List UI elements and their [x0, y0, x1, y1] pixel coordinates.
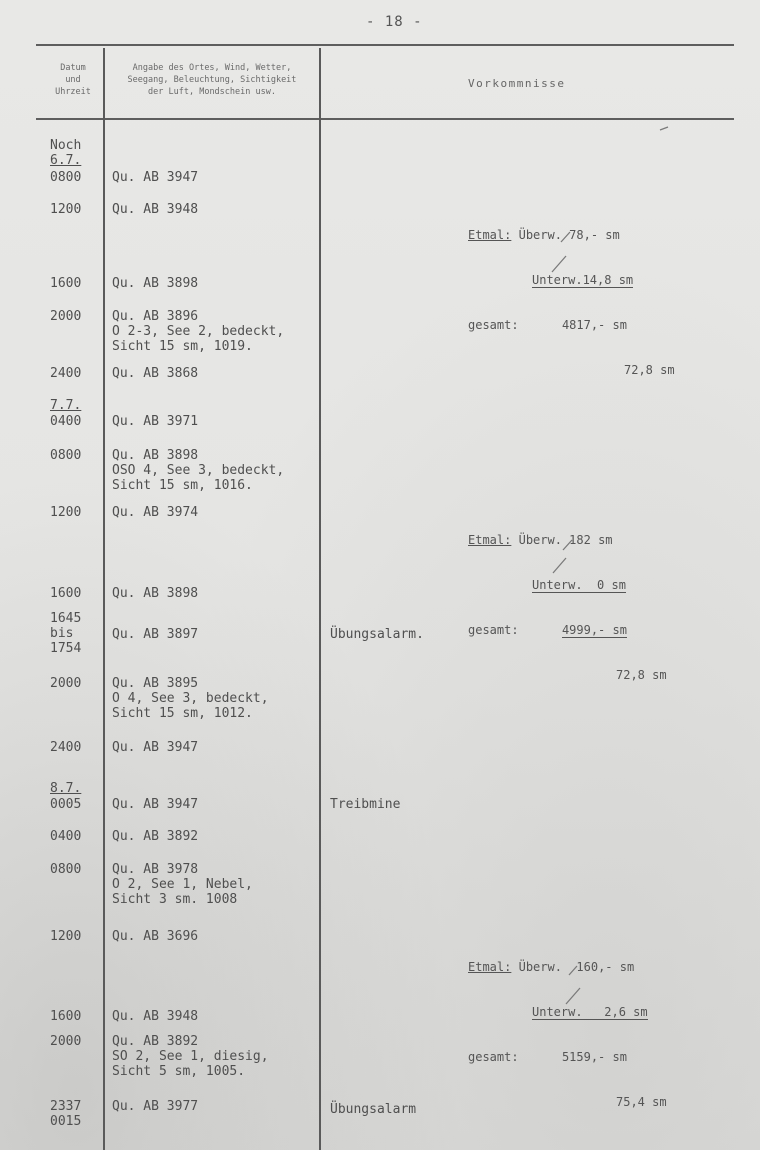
- entry-time: 0800: [50, 448, 82, 463]
- position-line: Qu. AB 3895: [112, 676, 199, 691]
- position-line: Qu. AB 3892: [112, 1034, 199, 1049]
- etmal-average: 72,8 sm: [616, 668, 667, 682]
- position-line: Qu. AB 3898: [112, 276, 199, 291]
- etmal-overwater: Überw. 182 sm: [518, 533, 613, 547]
- visibility-line: Sicht 15 sm, 1016.: [112, 478, 253, 493]
- etmal-line-4: [468, 668, 667, 683]
- entry-time: 0005: [50, 797, 82, 812]
- entry-time: 2400: [50, 740, 82, 755]
- header-date-time: [44, 62, 102, 98]
- weather-line: SO 2, See 1, diesig,: [112, 1049, 269, 1064]
- entry-remark: Übungsalarm.: [330, 627, 424, 642]
- entry-time-range: 2337 0015: [50, 1099, 82, 1129]
- etmal-line-1: [468, 533, 667, 548]
- entry-time: 2000: [50, 1034, 82, 1049]
- header-events: Vorkommnisse: [468, 77, 566, 90]
- etmal-average: 75,4 sm: [616, 1095, 667, 1109]
- position-line: Qu. AB 3977: [112, 1099, 199, 1114]
- etmal-line-3: [468, 318, 675, 333]
- entry-position: [112, 366, 198, 381]
- position-line: Qu. AB 3971: [112, 414, 199, 429]
- entry-time: 2400: [50, 366, 82, 381]
- entry-position: [112, 797, 198, 812]
- position-line: Qu. AB 3898: [112, 586, 199, 601]
- position-line: Qu. AB 3978: [112, 862, 199, 877]
- etmal-line-4: [468, 363, 675, 378]
- entry-time: 1600: [50, 1009, 82, 1024]
- entry-time: 0800: [50, 170, 82, 185]
- header-bottom-rule: [36, 118, 734, 120]
- etmal-line-2: [468, 273, 675, 288]
- entry-time: 0400: [50, 414, 82, 429]
- position-line: Qu. AB 3947: [112, 170, 199, 185]
- header-date-line-2: und: [65, 75, 81, 85]
- entry-position: [112, 309, 284, 354]
- entry-position: [112, 586, 198, 601]
- entry-remark: Übungsalarm: [330, 1102, 417, 1117]
- position-line: Qu. AB 3868: [112, 366, 199, 381]
- weather-line: O 2-3, See 2, bedeckt,: [112, 324, 285, 339]
- etmal-block: [468, 930, 667, 1140]
- entry-position: [112, 448, 284, 493]
- entry-time: 0800: [50, 862, 82, 877]
- weather-line: O 4, See 3, bedeckt,: [112, 691, 269, 706]
- etmal-total: 4817,- sm: [561, 318, 627, 332]
- etmal-label: Etmal:: [468, 228, 512, 242]
- entry-position: [112, 1099, 198, 1114]
- header-date-line-3: Uhrzeit: [55, 87, 91, 97]
- etmal-overwater: Überw. 78,- sm: [518, 228, 620, 242]
- position-line: Qu. AB 3947: [112, 740, 199, 755]
- header-loc-line-2: Seegang, Beleuchtung, Sichtigkeit: [127, 75, 297, 85]
- column-divider-1: [103, 48, 105, 1150]
- entry-position: [112, 414, 198, 429]
- entry-time-range: 1645 bis 1754: [50, 611, 82, 656]
- entry-time: 1600: [50, 276, 82, 291]
- entry-time: 2000: [50, 676, 82, 691]
- entry-position: [112, 202, 198, 217]
- date-prefix: Noch: [50, 138, 82, 153]
- column-divider-2: [319, 48, 321, 1150]
- visibility-line: Sicht 15 sm, 1019.: [112, 339, 253, 354]
- entry-position: [112, 1009, 198, 1024]
- etmal-line-1: [468, 960, 667, 975]
- etmal-line-1: [468, 228, 675, 243]
- header-date-line-1: Datum: [60, 63, 86, 73]
- entry-time: 2000: [50, 309, 82, 324]
- date-value: 6.7.: [50, 153, 82, 168]
- etmal-total-label: gesamt:: [468, 623, 519, 637]
- etmal-line-4: [468, 1095, 667, 1110]
- entry-position: [112, 627, 198, 642]
- header-loc-line-1: Angabe des Ortes, Wind, Wetter,: [132, 63, 292, 73]
- etmal-total-label: gesamt:: [468, 1050, 519, 1064]
- entry-position: [112, 929, 198, 944]
- position-line: Qu. AB 3896: [112, 309, 199, 324]
- entry-time: 1200: [50, 202, 82, 217]
- etmal-block: [468, 503, 667, 713]
- entry-position: [112, 676, 269, 721]
- etmal-line-3: [468, 623, 667, 638]
- etmal-total: 4999,- sm: [561, 623, 627, 637]
- entry-position: [112, 505, 198, 520]
- position-line: Qu. AB 3892: [112, 829, 199, 844]
- entry-position: [112, 1034, 269, 1079]
- position-line: Qu. AB 3897: [112, 627, 199, 642]
- weather-line: O 2, See 1, Nebel,: [112, 877, 253, 892]
- etmal-line-2: [468, 1005, 667, 1020]
- etmal-line-2: [468, 578, 667, 593]
- etmal-underwater: Unterw. 0 sm: [532, 578, 626, 592]
- position-line: Qu. AB 3948: [112, 1009, 199, 1024]
- entry-position: [112, 862, 253, 907]
- visibility-line: Sicht 15 sm, 1012.: [112, 706, 253, 721]
- weather-line: OSO 4, See 3, bedeckt,: [112, 463, 285, 478]
- entry-position: [112, 170, 198, 185]
- date-label: 8.7.: [50, 781, 82, 796]
- position-line: Qu. AB 3974: [112, 505, 199, 520]
- entry-time: 0400: [50, 829, 82, 844]
- etmal-average: 72,8 sm: [624, 363, 675, 377]
- etmal-underwater: Unterw. 2,6 sm: [532, 1005, 648, 1019]
- etmal-label: Etmal:: [468, 960, 512, 974]
- position-line: Qu. AB 3947: [112, 797, 199, 812]
- etmal-block: [468, 198, 675, 408]
- entry-remark: Treibmine: [330, 797, 401, 812]
- header-location-weather: [108, 62, 316, 98]
- date-label: 7.7.: [50, 398, 82, 413]
- etmal-total-label: gesamt:: [468, 318, 519, 332]
- etmal-line-3: [468, 1050, 667, 1065]
- entry-position: [112, 276, 198, 291]
- visibility-line: Sicht 5 sm, 1005.: [112, 1064, 246, 1079]
- entry-position: [112, 740, 198, 755]
- visibility-line: Sicht 3 sm. 1008: [112, 892, 238, 907]
- etmal-underwater: Unterw.14,8 sm: [532, 273, 634, 287]
- entry-time: 1200: [50, 929, 82, 944]
- position-line: Qu. AB 3696: [112, 929, 199, 944]
- entry-position: [112, 829, 198, 844]
- table-top-rule: [36, 44, 734, 46]
- position-line: Qu. AB 3948: [112, 202, 199, 217]
- tick-mark: [660, 127, 668, 130]
- header-loc-line-3: der Luft, Mondschein usw.: [148, 87, 276, 97]
- page-number: - 18 -: [366, 14, 423, 30]
- date-label: [50, 138, 81, 168]
- position-line: Qu. AB 3898: [112, 448, 199, 463]
- entry-time: 1200: [50, 505, 82, 520]
- etmal-label: Etmal:: [468, 533, 512, 547]
- etmal-total: 5159,- sm: [561, 1050, 627, 1064]
- etmal-overwater: Überw. 160,- sm: [518, 960, 635, 974]
- entry-time: 1600: [50, 586, 82, 601]
